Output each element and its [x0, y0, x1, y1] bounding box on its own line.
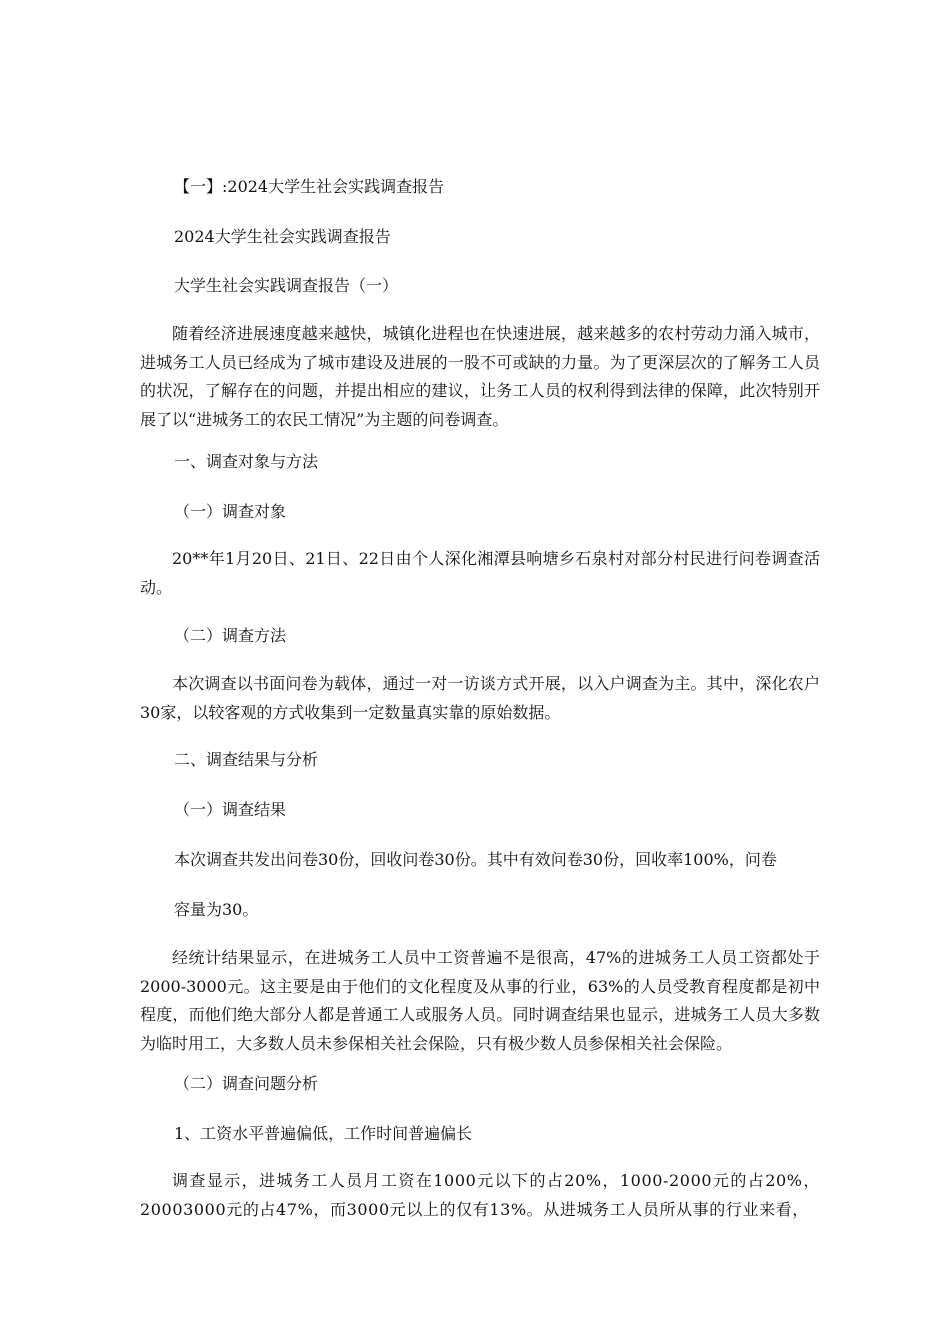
section-2-2-heading: （二）调查问题分析 [174, 1074, 319, 1093]
result-line-1: 本次调查共发出问卷30份，回收问卷30份。其中有效问卷30份，回收率100%，问卷 [174, 850, 777, 869]
result-line-2: 容量为30。 [174, 900, 259, 919]
section-1-2-paragraph: 本次调查以书面问卷为载体，通过一对一访谈方式开展，以入户调查为主。其中，深化农户30家，以较客观的方式收集到一定数量真实靠的原始数据。 [140, 674, 820, 722]
section-2-heading: 二、调查结果与分析 [174, 750, 319, 769]
document-title: 【一】:2024大学生社会实践调查报告 [174, 177, 445, 196]
section-1-1-heading: （一）调查对象 [174, 502, 287, 521]
document-subtitle: 2024大学生社会实践调查报告 [174, 227, 391, 246]
section-1-1-paragraph: 20**年1月20日、21日、22日由个人深化湘潭县响塘乡石泉村对部分村民进行问卷调查活动。 [140, 549, 820, 597]
section-1-2-heading: （二）调查方法 [174, 626, 287, 645]
issue-1-paragraph: 调查显示，进城务工人员月工资在1000元以下的占20%，1000-2000元的占20%，20003000元的占47%，而3000元以上的仅有13%。从进城务工人员所从事的行业来看， [140, 1171, 820, 1219]
report-heading: 大学生社会实践调查报告（一） [174, 276, 399, 295]
statistics-paragraph: 经统计结果显示，在进城务工人员中工资普遍不是很高，47%的进城务工人员工资都处于2000-3000元。这主要是由于他们的文化程度及从事的行业，63%的人员受教育程度都是初中程度，而他们绝大部分人都是普通工人或服务人员。同时调查结果也显示，进城务工人员大多数为临时用工，大多数人员未参保相关社会保险，只有极少数人员参保相关社会保险。 [140, 948, 820, 1053]
section-1-heading: 一、调查对象与方法 [174, 452, 319, 471]
intro-paragraph: 随着经济进展速度越来越快，城镇化进程也在快速进展，越来越多的农村劳动力涌入城市，进城务工人员已经成为了城市建设及进展的一股不可或缺的力量。为了更深层次的了解务工人员的状况，了解存在的问题，并提出相应的建议，让务工人员的权利得到法律的保障，此次特别开展了以“进城务工的农民工情况”为主题的问卷调查。 [140, 324, 820, 429]
section-2-1-heading: （一）调查结果 [174, 800, 287, 819]
issue-1-heading: 1、工资水平普遍偏低，工作时间普遍偏长 [174, 1124, 473, 1143]
